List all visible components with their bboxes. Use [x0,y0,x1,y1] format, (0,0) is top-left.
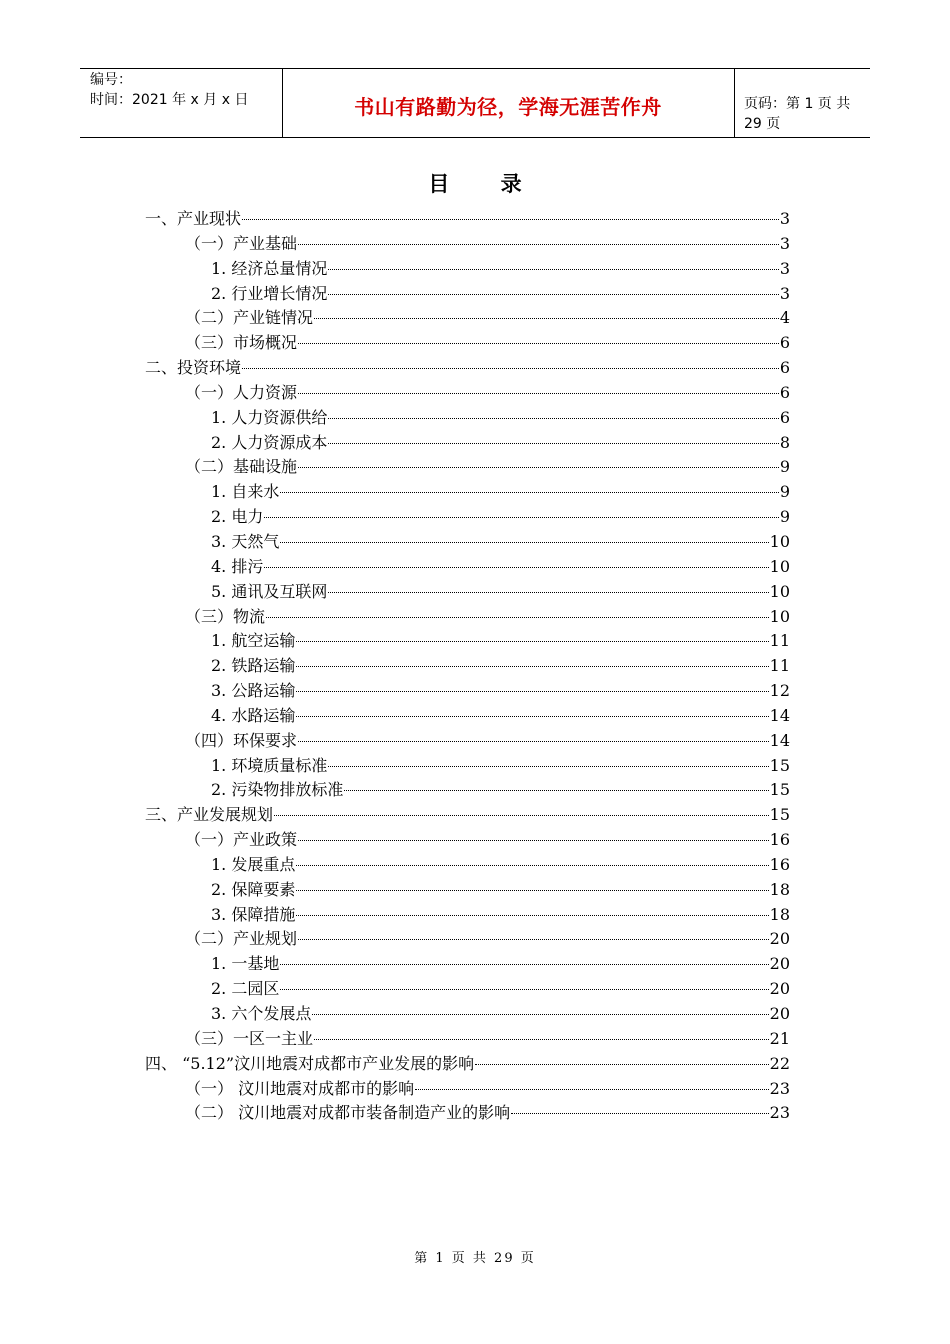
toc-entry-text: 1. 发展重点 [211,854,296,874]
toc-entry[interactable] [145,853,790,878]
toc-dot-leader [296,890,768,891]
toc-entry-text: 1. 人力资源供给 [211,407,328,427]
toc-entry[interactable] [145,803,790,828]
toc-entry[interactable] [145,257,790,282]
document-time-label: 时间：2021 年 x 月 x 日 [90,92,249,108]
toc-entry[interactable] [145,1052,790,1077]
toc-title: 目 录 [428,171,544,196]
toc-entry-page: 20 [769,929,790,949]
toc-dot-leader [298,741,769,742]
toc-entry[interactable] [145,977,790,1002]
toc-entry[interactable] [145,232,790,257]
toc-entry-text: 2. 人力资源成本 [211,432,328,452]
toc-entry-page: 8 [779,432,790,452]
toc-dot-leader [266,617,769,618]
toc-dot-leader [280,989,768,990]
toc-entry-page: 20 [769,954,790,974]
toc-entry[interactable] [145,530,790,555]
toc-entry-text: 1. 环境质量标准 [211,755,328,775]
toc-entry[interactable] [145,1027,790,1052]
toc-entry-page: 15 [769,780,790,800]
toc-entry-text: 3. 保障措施 [211,904,296,924]
toc-entry-page: 22 [769,1053,790,1073]
toc-entry-text: 四、 “5.12”汶川地震对成都市产业发展的影响 [145,1053,475,1073]
toc-entry[interactable] [145,828,790,853]
toc-entry-page: 3 [779,209,790,228]
toc-entry-text: 2. 保障要素 [211,879,296,899]
toc-entry[interactable] [145,605,790,630]
toc-entry-text: （三）一区一主业 [185,1028,314,1048]
toc-entry-page: 9 [779,507,790,527]
toc-entry-text: （二）基础设施 [185,457,298,477]
toc-entry-text: （二） 汶川地震对成都市装备制造产业的影响 [185,1103,511,1123]
toc-entry[interactable] [145,555,790,580]
toc-dot-leader [415,1089,769,1090]
toc-entry-text: 3. 天然气 [211,531,280,551]
header-meta-cell [80,69,283,137]
toc-entry[interactable] [145,480,790,505]
toc-entry[interactable] [145,878,790,903]
toc-dot-leader [296,641,768,642]
toc-dot-leader [242,219,779,220]
toc-entry-page: 6 [779,407,790,427]
toc-entry-page: 14 [769,705,790,725]
toc-dot-leader [298,343,779,344]
toc-entry-page: 18 [769,879,790,899]
toc-dot-leader [274,815,769,816]
toc-dot-leader [296,915,768,916]
toc-entry[interactable] [145,629,790,654]
toc-dot-leader [264,517,778,518]
toc-entry-page: 11 [769,631,790,651]
toc-entry-page: 10 [769,581,790,601]
document-number-label: 编号： [90,72,132,88]
toc-entry-text: 5. 通讯及互联网 [211,581,328,601]
toc-entry-text: 二、投资环境 [145,358,242,378]
toc-entry[interactable] [145,1002,790,1027]
toc-entry-page: 16 [769,854,790,874]
toc-entry[interactable] [145,729,790,754]
toc-entry-page: 9 [779,482,790,502]
toc-entry[interactable] [145,505,790,530]
toc-dot-leader [296,865,768,866]
toc-dot-leader [296,716,768,717]
toc-entry-text: 4. 水路运输 [211,705,296,725]
toc-entry-text: 4. 排污 [211,556,264,576]
toc-dot-leader [328,443,778,444]
toc-entry-page: 16 [769,830,790,850]
toc-entry-page: 10 [769,606,790,626]
toc-entry-page: 20 [769,979,790,999]
toc-entry-text: 1. 一基地 [211,954,280,974]
toc-entry[interactable] [145,754,790,779]
toc-entry[interactable] [145,331,790,356]
toc-entry-text: （三）物流 [185,606,266,626]
toc-entry-text: （一） 汶川地震对成都市的影响 [185,1078,415,1098]
toc-entry-page: 21 [769,1028,790,1048]
toc-dot-leader [328,766,768,767]
toc-entry-page: 23 [769,1103,790,1123]
toc-entry-text: 三、产业发展规划 [145,805,274,825]
toc-entry-page: 10 [769,531,790,551]
toc-entry-text: 3. 六个发展点 [211,1004,312,1023]
toc-entry-page: 20 [769,1004,790,1023]
toc-entry-text: 2. 电力 [211,507,264,527]
header-motto: 书山有路勤为径，学海无涯苦作舟 [354,95,662,119]
toc-dot-leader [298,939,769,940]
toc-entry[interactable] [145,952,790,977]
toc-dot-leader [328,418,778,419]
toc-entry-text: （一）产业政策 [185,830,298,850]
toc-entry-text: 2. 铁路运输 [211,656,296,676]
toc-dot-leader [314,1039,769,1040]
toc-entry[interactable] [145,679,790,704]
toc-entry-page: 6 [779,333,790,353]
toc-entry[interactable] [145,306,790,331]
toc-dot-leader [298,467,779,468]
table-of-contents [145,207,790,1126]
toc-dot-leader [280,492,778,493]
toc-entry-text: 一、产业现状 [145,209,242,228]
header-page-info: 页码：第 1 页 共 29 页 [744,96,851,132]
toc-entry[interactable] [145,356,790,381]
toc-dot-leader [511,1113,769,1114]
toc-entry-page: 10 [769,556,790,576]
page-footer: 第 1 页 共 29 页 [414,1251,536,1266]
toc-entry[interactable] [145,455,790,480]
toc-dot-leader [298,393,779,394]
toc-entry[interactable] [145,1101,790,1126]
toc-entry[interactable] [145,1077,790,1102]
toc-dot-leader [475,1064,769,1065]
toc-entry[interactable] [145,903,790,928]
toc-entry-text: 1. 经济总量情况 [211,258,328,278]
toc-dot-leader [298,840,769,841]
toc-dot-leader [314,318,779,319]
toc-dot-leader [296,691,768,692]
toc-entry-page: 12 [769,681,790,701]
toc-entry[interactable] [145,381,790,406]
toc-entry[interactable] [145,431,790,456]
toc-entry-page: 3 [779,258,790,278]
toc-entry-text: （一）人力资源 [185,382,298,402]
header-page-cell [734,69,870,137]
toc-entry-text: （四）环保要求 [185,730,298,750]
toc-dot-leader [298,244,779,245]
toc-entry-page: 14 [769,730,790,750]
toc-dot-leader [296,666,768,667]
toc-entry-page: 9 [779,457,790,477]
toc-entry-page: 6 [779,358,790,378]
toc-entry-text: 1. 自来水 [211,482,280,502]
toc-entry-text: （一）产业基础 [185,233,298,253]
toc-entry-text: 3. 公路运输 [211,681,296,701]
toc-entry-text: 2. 二园区 [211,979,280,999]
toc-dot-leader [312,1014,768,1015]
toc-entry[interactable] [145,580,790,605]
toc-dot-leader [280,542,768,543]
toc-entry[interactable] [145,927,790,952]
toc-entry-page: 4 [779,308,790,328]
toc-entry-page: 15 [769,805,790,825]
toc-entry-page: 11 [769,656,790,676]
toc-dot-leader [264,567,768,568]
toc-entry-page: 3 [779,233,790,253]
header-motto-cell [282,69,735,137]
toc-entry-page: 23 [769,1078,790,1098]
toc-entry-text: （二）产业规划 [185,929,298,949]
toc-entry-text: （二）产业链情况 [185,308,314,328]
toc-entry-text: （三）市场概况 [185,333,298,353]
toc-dot-leader [328,592,768,593]
toc-dot-leader [344,790,768,791]
document-header [80,68,870,138]
toc-entry-text: 1. 航空运输 [211,631,296,651]
toc-entry-text: 2. 行业增长情况 [211,283,328,303]
toc-dot-leader [280,964,768,965]
toc-entry[interactable] [145,406,790,431]
toc-entry-page: 15 [769,755,790,775]
toc-entry[interactable] [145,207,790,232]
toc-entry-page: 3 [779,283,790,303]
toc-entry[interactable] [145,778,790,803]
toc-entry[interactable] [145,654,790,679]
toc-entry-page: 6 [779,382,790,402]
toc-entry[interactable] [145,282,790,307]
toc-entry-text: 2. 污染物排放标准 [211,780,344,800]
toc-entry[interactable] [145,704,790,729]
toc-dot-leader [328,269,778,270]
toc-entry-page: 18 [769,904,790,924]
toc-dot-leader [242,368,779,369]
toc-dot-leader [328,294,778,295]
